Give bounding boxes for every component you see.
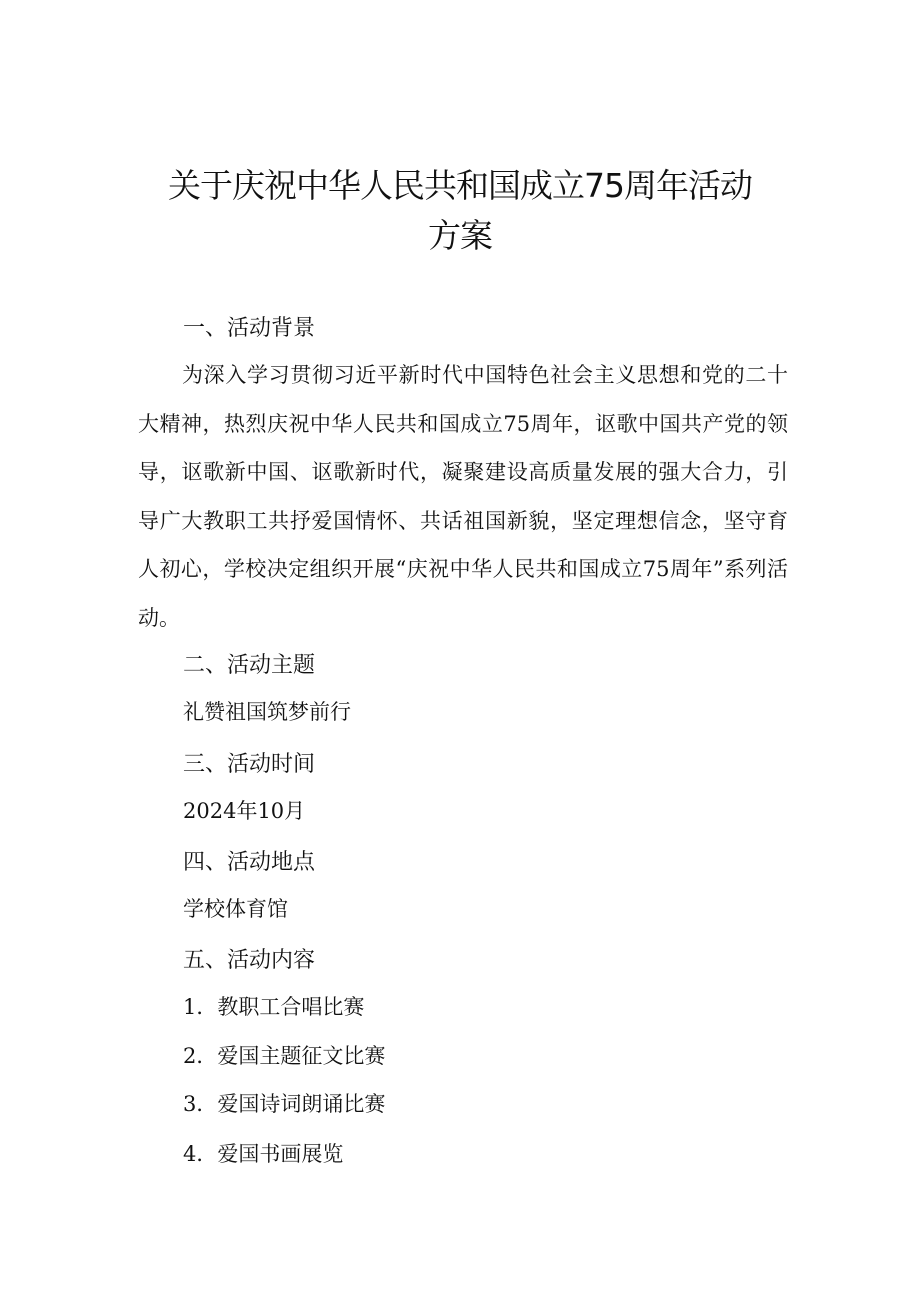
- section-body-background: 为深入学习贯彻习近平新时代中国特色社会主义思想和党的二十大精神，热烈庆祝中华人民共和国成立75周年，讴歌中国共产党的领导，讴歌新中国、讴歌新时代，凝聚建设高质量发展的强大合力，引导广大教职工共抒爱国情怀、共话祖国新貌，坚定理想信念，坚守育人初心，学校决定组织开展“庆祝中华人民共和国成立75周年”系列活动。: [138, 363, 788, 630]
- section-heading-content: 五、活动内容: [183, 948, 316, 973]
- list-item: 2．爱国主题征文比赛: [183, 1044, 386, 1068]
- list-item: 4．爱国书画展览: [183, 1142, 344, 1166]
- section-body-time: 2024年10月: [183, 799, 306, 823]
- section-heading-location: 四、活动地点: [183, 850, 316, 875]
- section-heading-time: 三、活动时间: [183, 752, 316, 777]
- list-item: 1．教职工合唱比赛: [183, 995, 365, 1019]
- section-body-theme: 礼赞祖国筑梦前行: [183, 700, 351, 724]
- section-heading-background: 一、活动背景: [183, 316, 316, 341]
- document-title-line-1: 关于庆祝中华人民共和国成立75周年活动: [168, 166, 752, 205]
- document-title-line-2: 方案: [428, 216, 492, 255]
- list-item: 3．爱国诗词朗诵比赛: [183, 1092, 386, 1116]
- section-heading-theme: 二、活动主题: [183, 653, 316, 678]
- section-body-location: 学校体育馆: [183, 897, 288, 921]
